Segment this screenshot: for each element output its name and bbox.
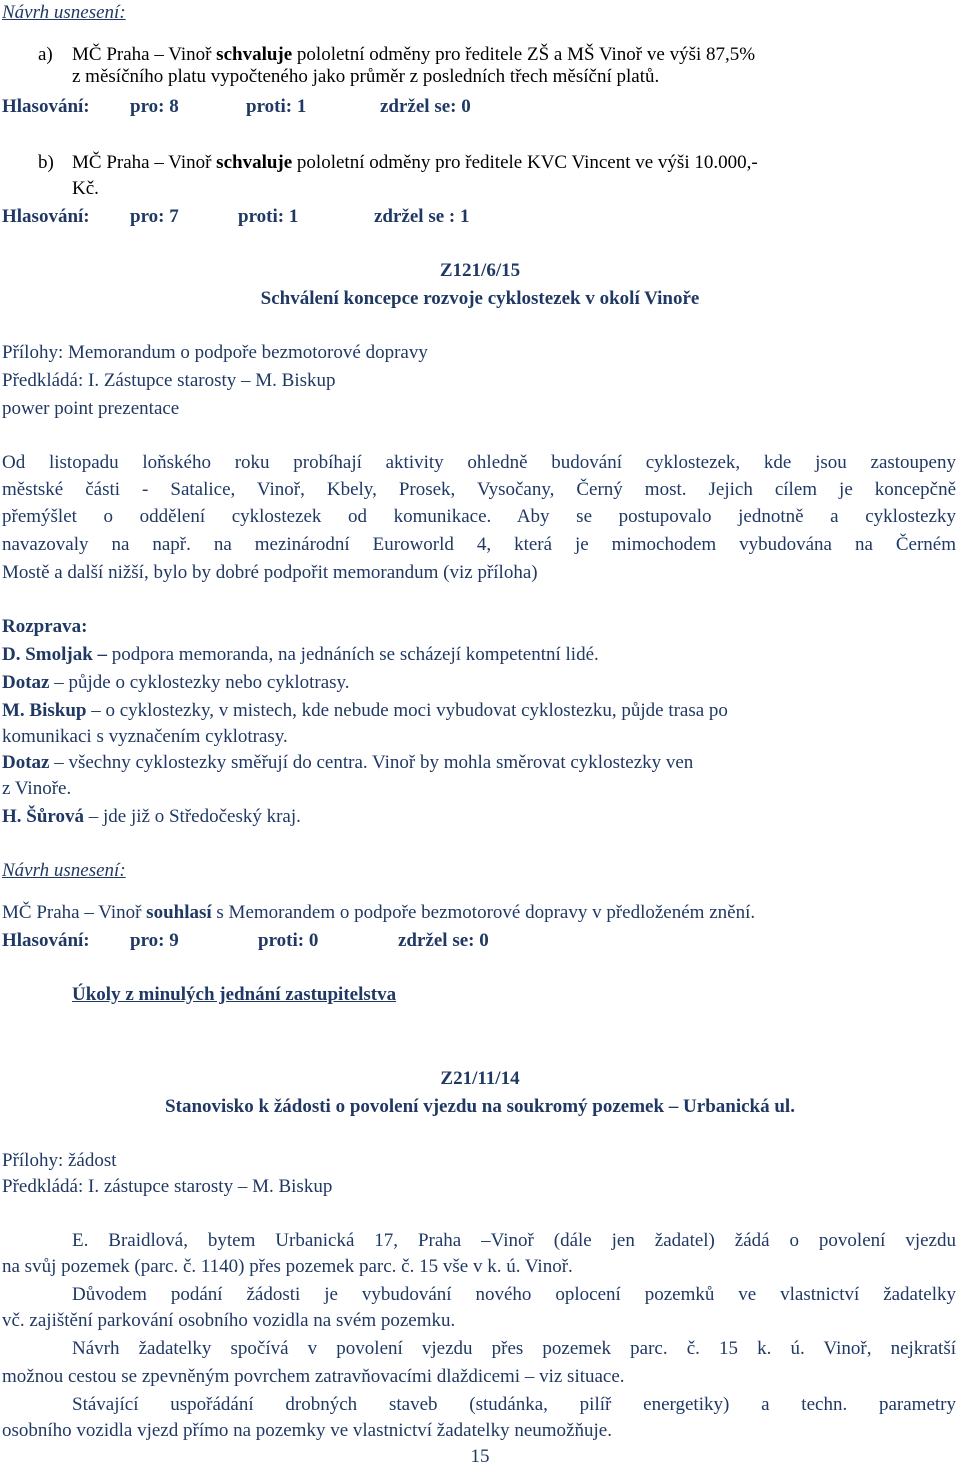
vote-zdrzel: zdržel se: 0 — [380, 96, 471, 117]
item-b-letter: b) — [38, 152, 54, 173]
item-a-letter: a) — [38, 44, 53, 65]
attachments: Přílohy: žádost — [2, 1150, 117, 1171]
paragraph-line: navazovaly na např. na mezinárodní Euroworld 4, která je mimochodem vybudována na Černém — [2, 534, 956, 555]
paragraph-line: osobního vozidla vjezd přímo na pozemky ve vlastnictví žadatelky neumožňuje. — [2, 1420, 612, 1441]
presenter: Předkládá: I. Zástupce starosty – M. Biskup — [2, 370, 336, 391]
section-code: Z121/6/15 — [439, 260, 521, 281]
discussion-item-cont: z Vinoře. — [2, 778, 72, 799]
paragraph-line: E. Braidlová, bytem Urbanická 17, Praha –Vinoř (dále jen žadatel) žádá o povolení vjezdu — [72, 1230, 956, 1251]
discussion-item: H. Šůrová – jde již o Středočeský kraj. — [2, 806, 301, 827]
paragraph-line: městské části - Satalice, Vinoř, Kbely, Prosek, Vysočany, Černý most. Jejich cílem je koncepčně — [2, 479, 956, 500]
resolution-text: MČ Praha – Vinoř souhlasí s Memorandem o podpoře bezmotorové dopravy v předloženém znění. — [2, 902, 756, 923]
item-b-line2: Kč. — [72, 178, 99, 199]
resolution-heading: Návrh usnesení: — [2, 2, 126, 23]
vote-resolution — [2, 930, 542, 952]
vote-label: Hlasování: — [2, 206, 90, 227]
section-code: Z21/11/14 — [440, 1068, 520, 1089]
vote-zdrzel: zdržel se: 0 — [398, 930, 489, 951]
discussion-heading: Rozprava: — [2, 616, 88, 637]
vote-pro: pro: 7 — [130, 206, 179, 227]
paragraph-line: Návrh žadatelky spočívá v povolení vjezdu přes pozemek parc. č. 15 k. ú. Vinoř, nejkratší — [72, 1338, 956, 1359]
paragraph-line: Důvodem podání žádosti je vybudování nového oplocení pozemků ve vlastnictví žadatelky — [72, 1284, 956, 1305]
paragraph-line: Stávající uspořádání drobných staveb (studánka, pilíř energetiky) a techn. parametry — [72, 1394, 956, 1415]
item-a-line2: z měsíčního platu vypočteného jako průměr z posledních třech měsíční platů. — [72, 66, 660, 87]
discussion-item: D. Smoljak – podpora memoranda, na jednáních se scházejí kompetentní lidé. — [2, 644, 599, 665]
vote-b — [2, 206, 522, 228]
discussion-item: Dotaz – všechny cyklostezky směřují do centra. Vinoř by mohla směrovat cyklostezky ven — [2, 752, 694, 773]
vote-zdrzel: zdržel se : 1 — [374, 206, 470, 227]
discussion-item: Dotaz – půjde o cyklostezky nebo cyklotrasy. — [2, 672, 350, 693]
paragraph-line: přemýšlet o oddělení cyklostezek od komunikace. Aby se postupovalo jednotně a cyklostezky — [2, 506, 956, 527]
item-a-line1: MČ Praha – Vinoř schvaluje pololetní odměny pro ředitele ZŠ a MŠ Vinoř ve výši 87,5% — [72, 44, 756, 65]
vote-proti: proti: 1 — [246, 96, 307, 117]
section-title: Stanovisko k žádosti o povolení vjezdu na soukromý pozemek – Urbanická ul. — [165, 1096, 795, 1117]
vote-pro: pro: 8 — [130, 96, 179, 117]
attachments: Přílohy: Memorandum o podpoře bezmotorové dopravy — [2, 342, 428, 363]
paragraph-line: Mostě a další nižší, bylo by dobré podpořit memorandum (viz příloha) — [2, 562, 538, 583]
paragraph-line: Od listopadu loňského roku probíhají aktivity ohledně budování cyklostezek, kde jsou zastoupeny — [2, 452, 956, 473]
vote-proti: proti: 0 — [258, 930, 319, 951]
tasks-heading: Úkoly z minulých jednání zastupitelstva — [72, 984, 397, 1005]
presenter: Předkládá: I. zástupce starosty – M. Biskup — [2, 1176, 333, 1197]
discussion-item: M. Biskup – o cyklostezky, v mistech, kde nebude moci vybudovat cyklostezku, půjde trasa po — [2, 700, 728, 721]
item-b-line1: MČ Praha – Vinoř schvaluje pololetní odměny pro ředitele KVC Vincent ve výši 10.000,- — [72, 152, 758, 173]
section-title: Schválení koncepce rozvoje cyklostezek v okolí Vinoře — [260, 288, 700, 309]
vote-a — [2, 96, 522, 118]
vote-label: Hlasování: — [2, 96, 90, 117]
paragraph-line: na svůj pozemek (parc. č. 1140) přes pozemek parc. č. 15 vše v k. ú. Vinoř. — [2, 1256, 573, 1277]
page-number: 15 — [470, 1446, 490, 1467]
presentation-note: power point prezentace — [2, 398, 180, 419]
paragraph-line: vč. zajištění parkování osobního vozidla na svém pozemku. — [2, 1310, 456, 1331]
resolution-heading: Návrh usnesení: — [2, 860, 126, 881]
vote-label: Hlasování: — [2, 930, 90, 951]
vote-pro: pro: 9 — [130, 930, 179, 951]
paragraph-line: možnou cestou se zpevněným povrchem zatravňovacími dlaždicemi – viz situace. — [2, 1366, 625, 1387]
vote-proti: proti: 1 — [238, 206, 299, 227]
discussion-item-cont: komunikaci s vyznačením cyklotrasy. — [2, 726, 288, 747]
